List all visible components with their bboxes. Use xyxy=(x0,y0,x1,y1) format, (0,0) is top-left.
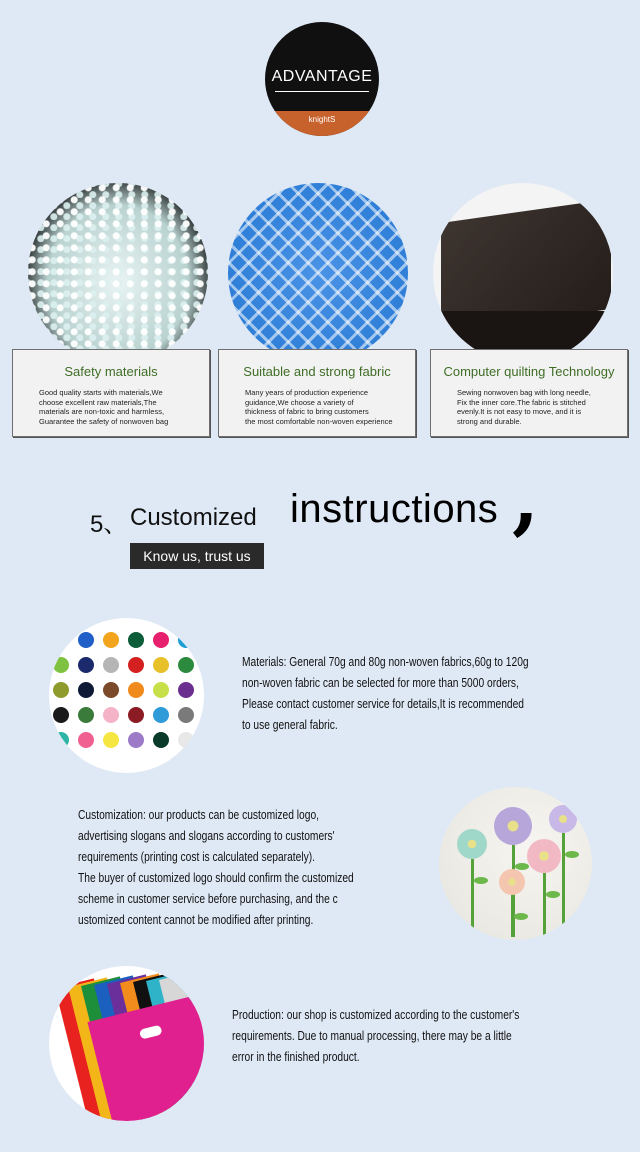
card-title: Suitable and strong fabric xyxy=(243,364,391,379)
color-swatch xyxy=(153,732,169,748)
flower-stem xyxy=(562,833,565,937)
color-swatch xyxy=(128,707,144,723)
color-swatch xyxy=(128,632,144,648)
color-swatch xyxy=(178,732,194,748)
paper-flower xyxy=(494,807,532,845)
section-title-large: instructions xyxy=(290,487,499,531)
color-swatch xyxy=(153,707,169,723)
felt-sheets-image xyxy=(49,966,204,1121)
advantage-card-fabric xyxy=(218,349,416,437)
card-title: Safety materials xyxy=(64,364,158,379)
color-swatch xyxy=(103,732,119,748)
color-swatch xyxy=(178,707,194,723)
color-swatch xyxy=(178,682,194,698)
color-swatch xyxy=(53,657,69,673)
flower-leaf xyxy=(474,877,488,884)
color-swatch xyxy=(153,632,169,648)
brand-label: knightS xyxy=(265,111,379,136)
color-swatch xyxy=(153,657,169,673)
card-title: Computer quilting Technology xyxy=(443,364,615,379)
color-swatch xyxy=(78,707,94,723)
color-swatch xyxy=(78,682,94,698)
color-swatch xyxy=(53,732,69,748)
flower-stem xyxy=(471,859,474,937)
color-swatch xyxy=(103,707,119,723)
color-swatch xyxy=(78,632,94,648)
color-swatch xyxy=(178,657,194,673)
card-description: Sewing nonwoven bag with long needle, Fix the inner core.The fabric is stitched evenly.It is not easy to move, and it is strong and durable. xyxy=(457,388,591,426)
color-swatch xyxy=(128,732,144,748)
badge-title: ADVANTAGE xyxy=(271,68,373,85)
production-text: Production: our shop is customized according to the customer's requirements. Due to manual processing, there may be a little error in the finished product. xyxy=(232,1008,520,1064)
paper-flower xyxy=(499,869,525,895)
flower-leaf xyxy=(546,891,560,898)
trust-badge: Know us, trust us xyxy=(130,543,264,569)
section-number: 5、 xyxy=(90,511,128,538)
card-description: Many years of production experience guidance,We choose a variety of thickness of fabric to bring customers the most comfortable non-woven experience xyxy=(245,388,393,426)
customization-text: Customization: our products can be customized logo, advertising slogans and slogans according to customers' requirements (printing cost is calculated separately). The buyer of customized logo should confirm the customized scheme in customer service before purchasing, and the c ustomized content cannot be modified after printing. xyxy=(78,808,354,927)
advantage-card-safety xyxy=(12,349,210,437)
flower-leaf xyxy=(514,913,528,920)
color-swatch xyxy=(53,707,69,723)
color-swatch xyxy=(78,732,94,748)
quote-mark-decoration: , xyxy=(512,453,540,544)
color-swatch xyxy=(128,657,144,673)
color-swatch xyxy=(153,682,169,698)
flower-leaf xyxy=(565,851,579,858)
paper-flower xyxy=(527,839,561,873)
color-swatch xyxy=(128,682,144,698)
color-swatch xyxy=(103,682,119,698)
bag-handle-hole xyxy=(139,1025,163,1040)
paper-flowers-image xyxy=(439,787,592,940)
paper-flower xyxy=(457,829,487,859)
advantage-card-quilting xyxy=(430,349,628,437)
flower-leaf xyxy=(515,863,529,870)
section-title-small: Customized xyxy=(130,504,257,531)
fabric-image xyxy=(228,183,408,363)
paper-flower xyxy=(549,805,577,833)
advantage-badge xyxy=(265,22,379,136)
color-swatch xyxy=(103,657,119,673)
color-swatch xyxy=(103,632,119,648)
color-swatch xyxy=(178,632,194,648)
quilted-bag-image xyxy=(433,183,613,363)
color-swatch-image xyxy=(49,618,204,773)
card-description: Good quality starts with materials,We choose excellent raw materials,The materials are non-toxic and harmless, Guarantee the safety of nonwoven bag xyxy=(39,388,169,426)
badge-divider xyxy=(275,91,369,92)
granules-image xyxy=(28,183,208,363)
color-swatch xyxy=(53,632,69,648)
color-swatch xyxy=(53,682,69,698)
color-swatch xyxy=(78,657,94,673)
materials-text: Materials: General 70g and 80g non-woven fabrics,60g to 120g non-woven fabric can be selected for more than 5000 orders, Please contact customer service for details,It is recommended to use general fabric. xyxy=(242,655,529,732)
flower-stem xyxy=(543,873,546,937)
